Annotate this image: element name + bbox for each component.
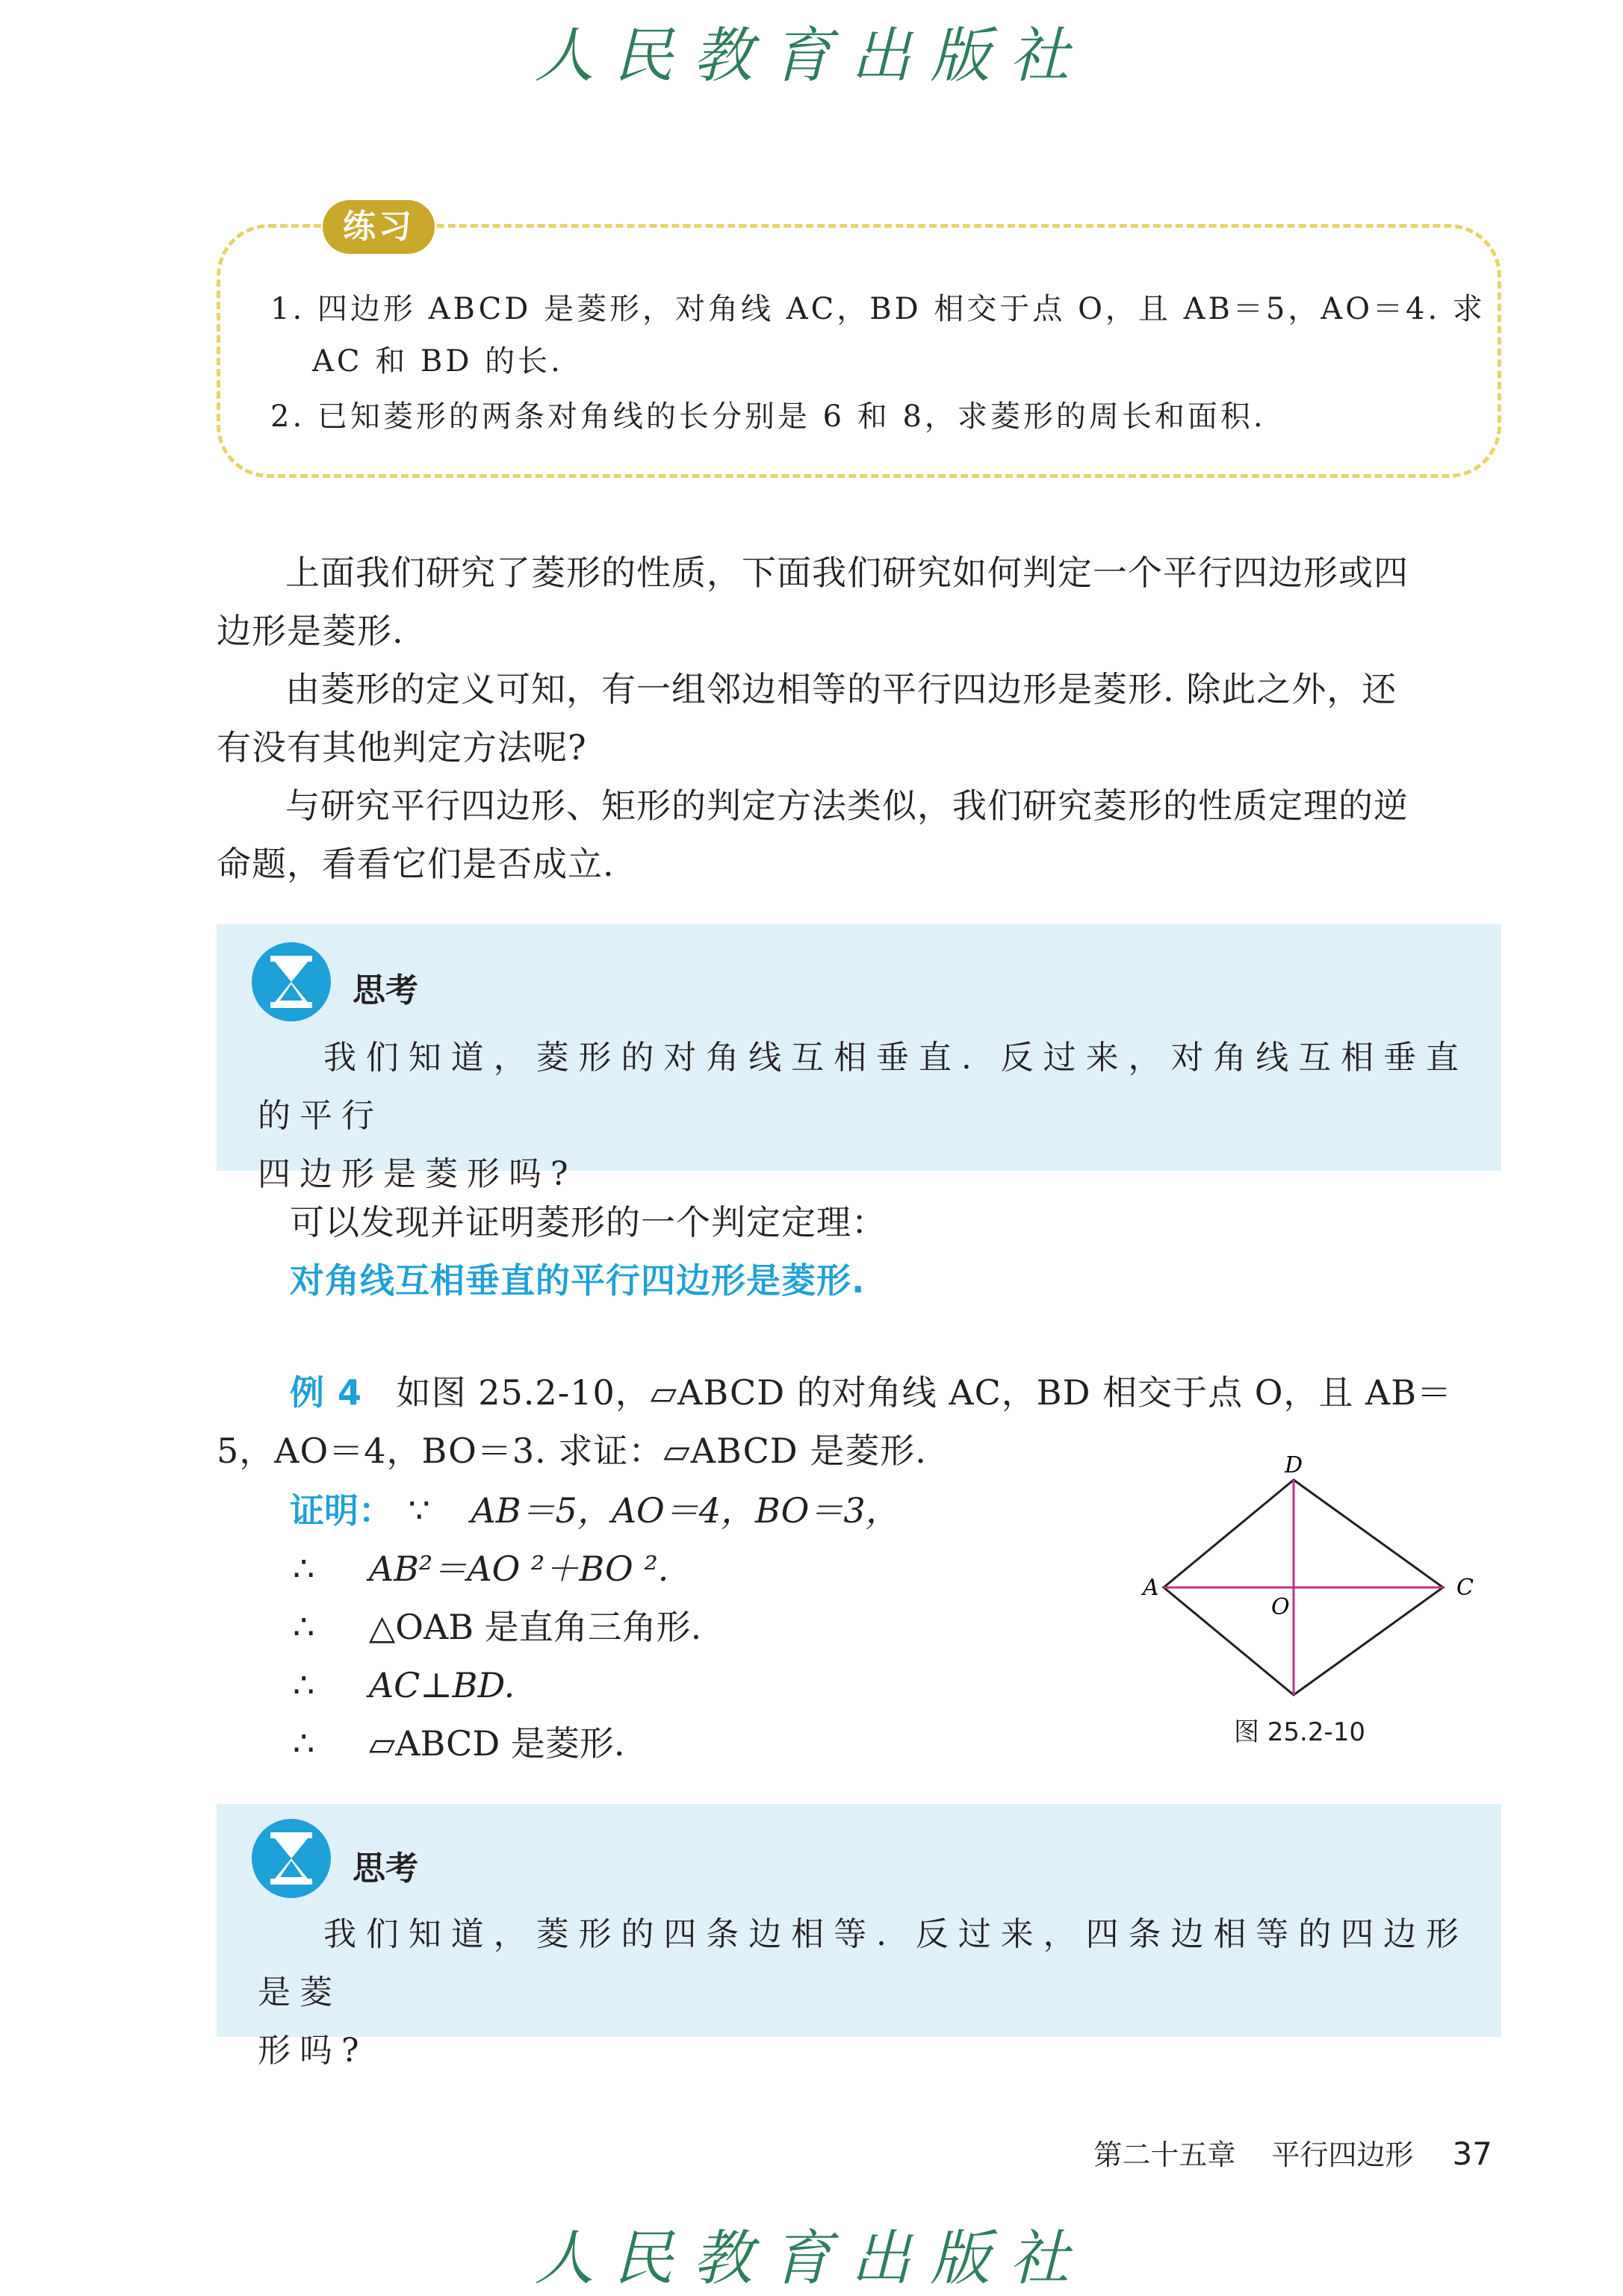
hourglass-icon	[250, 941, 332, 1023]
therefore-symbol: ∴	[293, 1723, 315, 1764]
proof-given-line	[290, 1481, 900, 1540]
vertex-label-a: A	[1143, 1575, 1159, 1601]
hourglass-icon	[250, 1817, 332, 1900]
because-symbol: ∵	[408, 1490, 430, 1531]
proof-step-3	[293, 1656, 515, 1714]
think-title-2: 思考	[353, 1849, 418, 1888]
vertex-label-c: C	[1456, 1575, 1474, 1601]
example-line2: 5，AO＝4，BO＝3. 求证：▱ABCD 是菱形.	[217, 1431, 927, 1471]
therefore-symbol: ∴	[293, 1665, 315, 1705]
rhombus-figure	[1120, 1449, 1509, 1702]
paragraph-1-line1: 上面我们研究了菱形的性质，下面我们研究如何判定一个平行四边形或四	[285, 553, 1409, 593]
think-text-1-line2: 四边形是菱形吗?	[258, 1155, 577, 1193]
example-line1-text: 如图 25.2-10，▱ABCD 的对角线 AC，BD 相交于点 O，且 AB＝	[396, 1372, 1453, 1413]
proof-given: AB＝5，AO＝4，BO＝3，	[471, 1490, 900, 1531]
vertex-label-d: D	[1285, 1452, 1303, 1478]
proof-step-4	[293, 1714, 624, 1773]
publisher-header: 人民教育出版社	[534, 21, 1089, 90]
therefore-symbol: ∴	[293, 1607, 315, 1647]
think-text-1	[258, 1029, 1468, 1204]
proof-step-2	[293, 1598, 701, 1656]
proof-step-text: AB²＝AO ²＋BO ².	[368, 1549, 669, 1589]
think-text-1-line1: 我们知道，菱形的对角线互相垂直. 反过来，对角线互相垂直的平行	[258, 1039, 1468, 1135]
think-text-2-line1: 我们知道，菱形的四条边相等. 反过来，四条边相等的四边形是菱	[258, 1915, 1468, 2012]
paragraph-3-line1: 与研究平行四边形、矩形的判定方法类似，我们研究菱形的性质定理的逆	[285, 785, 1409, 826]
page-footer	[1093, 2132, 1492, 2173]
think-text-2-line2: 形吗?	[258, 2032, 368, 2070]
paragraph-2	[217, 660, 1501, 777]
paragraph-1	[217, 544, 1501, 660]
proof-step-1	[293, 1540, 668, 1598]
therefore-symbol: ∴	[293, 1549, 315, 1589]
paragraph-2-line1: 由菱形的定义可知，有一组邻边相等的平行四边形是菱形. 除此之外，还	[285, 669, 1397, 709]
exercise-tag: 练习	[323, 200, 435, 254]
exercise-item-1-line2: AC 和 BD 的长.	[312, 344, 563, 379]
footer-chapter: 第二十五章	[1093, 2138, 1236, 2171]
example-line1	[217, 1363, 1501, 1422]
footer-section: 平行四边形	[1271, 2138, 1414, 2171]
proof-label: 证明：	[290, 1490, 393, 1531]
paragraph-3-line2: 命题，看看它们是否成立.	[217, 844, 615, 884]
think-panel-2	[217, 1804, 1501, 2070]
exercise-item-1-line1	[270, 282, 1486, 336]
paragraph-1-line2: 边形是菱形.	[217, 611, 404, 651]
center-label-o: O	[1271, 1594, 1290, 1620]
exercise-item-1-num: 1.	[270, 292, 305, 326]
proof-step-text: △OAB 是直角三角形.	[368, 1607, 702, 1647]
theorem-intro: 可以发现并证明菱形的一个判定定理：	[290, 1202, 887, 1242]
example-label: 例 4	[290, 1372, 363, 1413]
page-number: 37	[1452, 2135, 1492, 2172]
proof-step-text: ▱ABCD 是菱形.	[368, 1723, 625, 1764]
figure-caption: 图 25.2-10	[1233, 1717, 1366, 1747]
paragraph-3	[217, 777, 1501, 893]
publisher-footer: 人民教育出版社	[534, 2224, 1089, 2293]
think-title-1: 思考	[353, 971, 418, 1009]
exercise-item-1-text: 四边形 ABCD 是菱形，对角线 AC，BD 相交于点 O，且 AB＝5，AO＝4. 求	[317, 292, 1486, 326]
proof-step-text: AC⊥BD.	[368, 1665, 515, 1705]
exercise-item-2-text: 已知菱形的两条对角线的长分别是 6 和 8，求菱形的周长和面积.	[317, 399, 1266, 434]
theorem-statement: 对角线互相垂直的平行四边形是菱形.	[290, 1260, 866, 1301]
exercise-item-2	[270, 390, 1266, 444]
think-panel-1	[217, 924, 1501, 1193]
exercise-item-2-num: 2.	[270, 399, 305, 434]
paragraph-2-line2: 有没有其他判定方法呢?	[217, 727, 587, 768]
think-text-2	[258, 1905, 1468, 2080]
